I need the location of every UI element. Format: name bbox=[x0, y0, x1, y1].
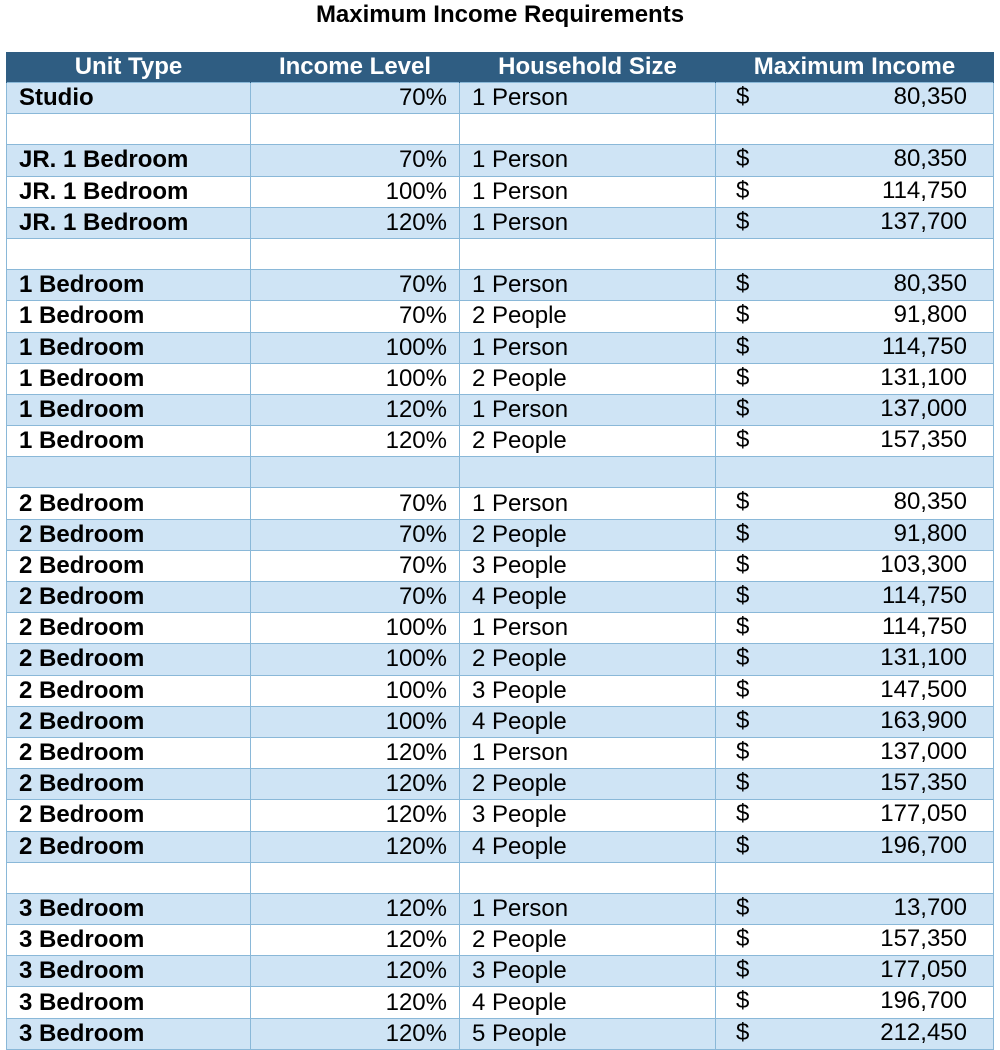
currency-symbol: $ bbox=[736, 925, 750, 953]
cell-income-level: 100% bbox=[251, 332, 460, 363]
income-amount: 196,700 bbox=[880, 831, 967, 859]
cell-household-size bbox=[460, 238, 716, 269]
income-amount: 137,000 bbox=[880, 737, 967, 765]
cell-income-level: 120% bbox=[251, 831, 460, 862]
table-row bbox=[7, 426, 994, 457]
income-amount: 114,750 bbox=[882, 176, 967, 204]
cell-household-size: 2 People bbox=[460, 301, 716, 332]
cell-maximum-income bbox=[716, 332, 994, 363]
cell-household-size bbox=[460, 457, 716, 488]
income-amount: 177,050 bbox=[880, 956, 967, 984]
cell-unit-type: 1 Bedroom bbox=[7, 301, 251, 332]
cell-income-level: 70% bbox=[251, 301, 460, 332]
cell-income-level: 120% bbox=[251, 769, 460, 800]
currency-symbol: $ bbox=[736, 488, 750, 516]
cell-income-level: 120% bbox=[251, 737, 460, 768]
income-amount: 131,100 bbox=[880, 363, 967, 391]
currency-symbol: $ bbox=[736, 176, 750, 204]
table-row bbox=[7, 893, 994, 924]
income-table-container bbox=[6, 52, 993, 1050]
table-row bbox=[7, 831, 994, 862]
cell-income-level: 120% bbox=[251, 987, 460, 1018]
cell-unit-type: 2 Bedroom bbox=[7, 644, 251, 675]
income-amount: 147,500 bbox=[880, 675, 967, 703]
cell-maximum-income bbox=[716, 83, 994, 114]
table-row bbox=[7, 332, 994, 363]
cell-household-size: 1 Person bbox=[460, 145, 716, 176]
cell-household-size bbox=[460, 862, 716, 893]
table-row bbox=[7, 956, 994, 987]
cell-unit-type: 2 Bedroom bbox=[7, 800, 251, 831]
cell-household-size: 2 People bbox=[460, 769, 716, 800]
cell-income-level: 100% bbox=[251, 706, 460, 737]
cell-maximum-income bbox=[716, 613, 994, 644]
table-row bbox=[7, 582, 994, 613]
cell-maximum-income bbox=[716, 488, 994, 519]
table-row bbox=[7, 363, 994, 394]
currency-symbol: $ bbox=[736, 675, 750, 703]
currency-symbol: $ bbox=[736, 1018, 750, 1046]
cell-unit-type bbox=[7, 114, 251, 145]
table-row bbox=[7, 862, 994, 893]
cell-unit-type bbox=[7, 862, 251, 893]
income-amount: 80,350 bbox=[893, 83, 967, 110]
cell-maximum-income bbox=[716, 987, 994, 1018]
cell-maximum-income bbox=[716, 550, 994, 581]
cell-household-size: 1 Person bbox=[460, 893, 716, 924]
cell-unit-type: JR. 1 Bedroom bbox=[7, 176, 251, 207]
currency-symbol: $ bbox=[736, 145, 750, 173]
table-row bbox=[7, 301, 994, 332]
cell-unit-type: 2 Bedroom bbox=[7, 769, 251, 800]
cell-maximum-income bbox=[716, 238, 994, 269]
income-amount: 80,350 bbox=[893, 270, 967, 298]
cell-income-level: 70% bbox=[251, 582, 460, 613]
cell-income-level: 70% bbox=[251, 145, 460, 176]
table-header-row bbox=[7, 52, 994, 83]
cell-income-level bbox=[251, 457, 460, 488]
income-amount: 157,350 bbox=[880, 769, 967, 797]
cell-maximum-income bbox=[716, 426, 994, 457]
cell-unit-type: 3 Bedroom bbox=[7, 1018, 251, 1049]
cell-unit-type: 3 Bedroom bbox=[7, 987, 251, 1018]
cell-unit-type: 2 Bedroom bbox=[7, 582, 251, 613]
cell-household-size: 2 People bbox=[460, 519, 716, 550]
cell-maximum-income bbox=[716, 363, 994, 394]
income-amount: 157,350 bbox=[880, 925, 967, 953]
income-amount: 91,800 bbox=[893, 519, 967, 547]
cell-unit-type: Studio bbox=[7, 83, 251, 114]
cell-unit-type: 2 Bedroom bbox=[7, 831, 251, 862]
currency-symbol: $ bbox=[736, 332, 750, 360]
cell-income-level: 70% bbox=[251, 83, 460, 114]
cell-maximum-income bbox=[716, 270, 994, 301]
cell-maximum-income bbox=[716, 893, 994, 924]
cell-unit-type: 2 Bedroom bbox=[7, 737, 251, 768]
table-row bbox=[7, 238, 994, 269]
cell-unit-type: 1 Bedroom bbox=[7, 332, 251, 363]
cell-household-size: 4 People bbox=[460, 831, 716, 862]
cell-maximum-income bbox=[716, 394, 994, 425]
column-header-household-size: Household Size bbox=[460, 52, 716, 83]
cell-household-size: 1 Person bbox=[460, 332, 716, 363]
cell-household-size: 2 People bbox=[460, 644, 716, 675]
currency-symbol: $ bbox=[736, 987, 750, 1015]
income-amount: 177,050 bbox=[880, 800, 967, 828]
cell-maximum-income bbox=[716, 582, 994, 613]
cell-income-level: 100% bbox=[251, 613, 460, 644]
currency-symbol: $ bbox=[736, 301, 750, 329]
cell-unit-type: 2 Bedroom bbox=[7, 550, 251, 581]
table-row bbox=[7, 83, 994, 114]
income-amount: 157,350 bbox=[880, 426, 967, 454]
cell-income-level: 70% bbox=[251, 488, 460, 519]
cell-household-size: 1 Person bbox=[460, 207, 716, 238]
currency-symbol: $ bbox=[736, 613, 750, 641]
currency-symbol: $ bbox=[736, 83, 750, 110]
income-amount: 80,350 bbox=[893, 145, 967, 173]
cell-income-level: 120% bbox=[251, 394, 460, 425]
cell-unit-type: JR. 1 Bedroom bbox=[7, 207, 251, 238]
cell-maximum-income bbox=[716, 831, 994, 862]
cell-unit-type: 2 Bedroom bbox=[7, 706, 251, 737]
cell-household-size: 2 People bbox=[460, 925, 716, 956]
income-amount: 114,750 bbox=[882, 332, 967, 360]
cell-unit-type: 2 Bedroom bbox=[7, 519, 251, 550]
cell-income-level: 120% bbox=[251, 893, 460, 924]
cell-income-level: 70% bbox=[251, 519, 460, 550]
income-amount: 80,350 bbox=[893, 488, 967, 516]
cell-income-level: 70% bbox=[251, 270, 460, 301]
cell-household-size: 3 People bbox=[460, 550, 716, 581]
income-amount: 114,750 bbox=[882, 613, 967, 641]
cell-unit-type: 2 Bedroom bbox=[7, 488, 251, 519]
cell-maximum-income bbox=[716, 956, 994, 987]
cell-income-level: 120% bbox=[251, 1018, 460, 1049]
table-row bbox=[7, 987, 994, 1018]
column-header-unit-type: Unit Type bbox=[7, 52, 251, 83]
cell-household-size: 1 Person bbox=[460, 176, 716, 207]
table-row bbox=[7, 644, 994, 675]
currency-symbol: $ bbox=[736, 550, 750, 578]
column-header-income-level: Income Level bbox=[251, 52, 460, 83]
income-amount: 103,300 bbox=[880, 550, 967, 578]
currency-symbol: $ bbox=[736, 394, 750, 422]
cell-maximum-income bbox=[716, 114, 994, 145]
cell-household-size bbox=[460, 114, 716, 145]
cell-household-size: 2 People bbox=[460, 363, 716, 394]
cell-income-level: 70% bbox=[251, 550, 460, 581]
table-row bbox=[7, 800, 994, 831]
cell-household-size: 1 Person bbox=[460, 83, 716, 114]
cell-unit-type: 1 Bedroom bbox=[7, 363, 251, 394]
cell-household-size: 4 People bbox=[460, 582, 716, 613]
currency-symbol: $ bbox=[736, 956, 750, 984]
cell-income-level: 100% bbox=[251, 363, 460, 394]
cell-unit-type bbox=[7, 457, 251, 488]
currency-symbol: $ bbox=[736, 519, 750, 547]
currency-symbol: $ bbox=[736, 270, 750, 298]
currency-symbol: $ bbox=[736, 893, 750, 921]
cell-maximum-income bbox=[716, 457, 994, 488]
table-row bbox=[7, 550, 994, 581]
cell-household-size: 3 People bbox=[460, 675, 716, 706]
table-row bbox=[7, 114, 994, 145]
currency-symbol: $ bbox=[736, 737, 750, 765]
cell-maximum-income bbox=[716, 925, 994, 956]
cell-household-size: 4 People bbox=[460, 706, 716, 737]
income-amount: 163,900 bbox=[880, 706, 967, 734]
currency-symbol: $ bbox=[736, 769, 750, 797]
cell-unit-type: 3 Bedroom bbox=[7, 925, 251, 956]
cell-maximum-income bbox=[716, 176, 994, 207]
currency-symbol: $ bbox=[736, 644, 750, 672]
cell-maximum-income bbox=[716, 207, 994, 238]
table-row bbox=[7, 457, 994, 488]
table-row bbox=[7, 394, 994, 425]
cell-household-size: 1 Person bbox=[460, 270, 716, 301]
currency-symbol: $ bbox=[736, 207, 750, 235]
cell-maximum-income bbox=[716, 862, 994, 893]
currency-symbol: $ bbox=[736, 426, 750, 454]
table-row bbox=[7, 519, 994, 550]
income-amount: 196,700 bbox=[880, 987, 967, 1015]
cell-household-size: 5 People bbox=[460, 1018, 716, 1049]
cell-unit-type: 1 Bedroom bbox=[7, 426, 251, 457]
income-amount: 114,750 bbox=[882, 582, 967, 609]
cell-household-size: 1 Person bbox=[460, 394, 716, 425]
cell-maximum-income bbox=[716, 145, 994, 176]
income-amount: 212,450 bbox=[880, 1018, 967, 1046]
income-amount: 137,700 bbox=[880, 207, 967, 235]
cell-household-size: 2 People bbox=[460, 426, 716, 457]
currency-symbol: $ bbox=[736, 706, 750, 734]
column-header-maximum-income: Maximum Income bbox=[716, 52, 994, 83]
cell-household-size: 3 People bbox=[460, 956, 716, 987]
currency-symbol: $ bbox=[736, 831, 750, 859]
table-row bbox=[7, 270, 994, 301]
cell-unit-type: 3 Bedroom bbox=[7, 893, 251, 924]
cell-unit-type: 1 Bedroom bbox=[7, 394, 251, 425]
cell-household-size: 3 People bbox=[460, 800, 716, 831]
income-amount: 13,700 bbox=[893, 893, 967, 921]
currency-symbol: $ bbox=[736, 363, 750, 391]
income-amount: 131,100 bbox=[880, 644, 967, 672]
income-table bbox=[6, 52, 994, 1050]
table-row bbox=[7, 145, 994, 176]
table-row bbox=[7, 925, 994, 956]
table-row bbox=[7, 613, 994, 644]
cell-income-level: 120% bbox=[251, 207, 460, 238]
page-title: Maximum Income Requirements bbox=[315, 1, 685, 28]
cell-unit-type: JR. 1 Bedroom bbox=[7, 145, 251, 176]
cell-income-level: 120% bbox=[251, 800, 460, 831]
cell-unit-type: 2 Bedroom bbox=[7, 613, 251, 644]
cell-unit-type: 2 Bedroom bbox=[7, 675, 251, 706]
table-body bbox=[7, 83, 994, 1050]
cell-household-size: 1 Person bbox=[460, 613, 716, 644]
cell-maximum-income bbox=[716, 800, 994, 831]
table-row bbox=[7, 706, 994, 737]
cell-unit-type bbox=[7, 238, 251, 269]
income-amount: 91,800 bbox=[893, 301, 967, 329]
cell-maximum-income bbox=[716, 644, 994, 675]
cell-household-size: 1 Person bbox=[460, 488, 716, 519]
cell-income-level: 100% bbox=[251, 176, 460, 207]
table-row bbox=[7, 1018, 994, 1049]
cell-household-size: 1 Person bbox=[460, 737, 716, 768]
cell-unit-type: 1 Bedroom bbox=[7, 270, 251, 301]
cell-income-level: 120% bbox=[251, 426, 460, 457]
cell-maximum-income bbox=[716, 1018, 994, 1049]
table-row bbox=[7, 488, 994, 519]
cell-income-level: 120% bbox=[251, 956, 460, 987]
cell-maximum-income bbox=[716, 675, 994, 706]
table-row bbox=[7, 176, 994, 207]
cell-maximum-income bbox=[716, 301, 994, 332]
cell-income-level bbox=[251, 114, 460, 145]
cell-maximum-income bbox=[716, 706, 994, 737]
income-amount: 137,000 bbox=[880, 394, 967, 422]
table-row bbox=[7, 769, 994, 800]
currency-symbol: $ bbox=[736, 582, 750, 609]
cell-income-level: 120% bbox=[251, 925, 460, 956]
cell-maximum-income bbox=[716, 519, 994, 550]
cell-income-level bbox=[251, 862, 460, 893]
cell-unit-type: 3 Bedroom bbox=[7, 956, 251, 987]
cell-income-level: 100% bbox=[251, 644, 460, 675]
cell-maximum-income bbox=[716, 769, 994, 800]
cell-maximum-income bbox=[716, 737, 994, 768]
cell-household-size: 4 People bbox=[460, 987, 716, 1018]
table-row bbox=[7, 675, 994, 706]
cell-income-level: 100% bbox=[251, 675, 460, 706]
table-row bbox=[7, 737, 994, 768]
table-row bbox=[7, 207, 994, 238]
currency-symbol: $ bbox=[736, 800, 750, 828]
cell-income-level bbox=[251, 238, 460, 269]
